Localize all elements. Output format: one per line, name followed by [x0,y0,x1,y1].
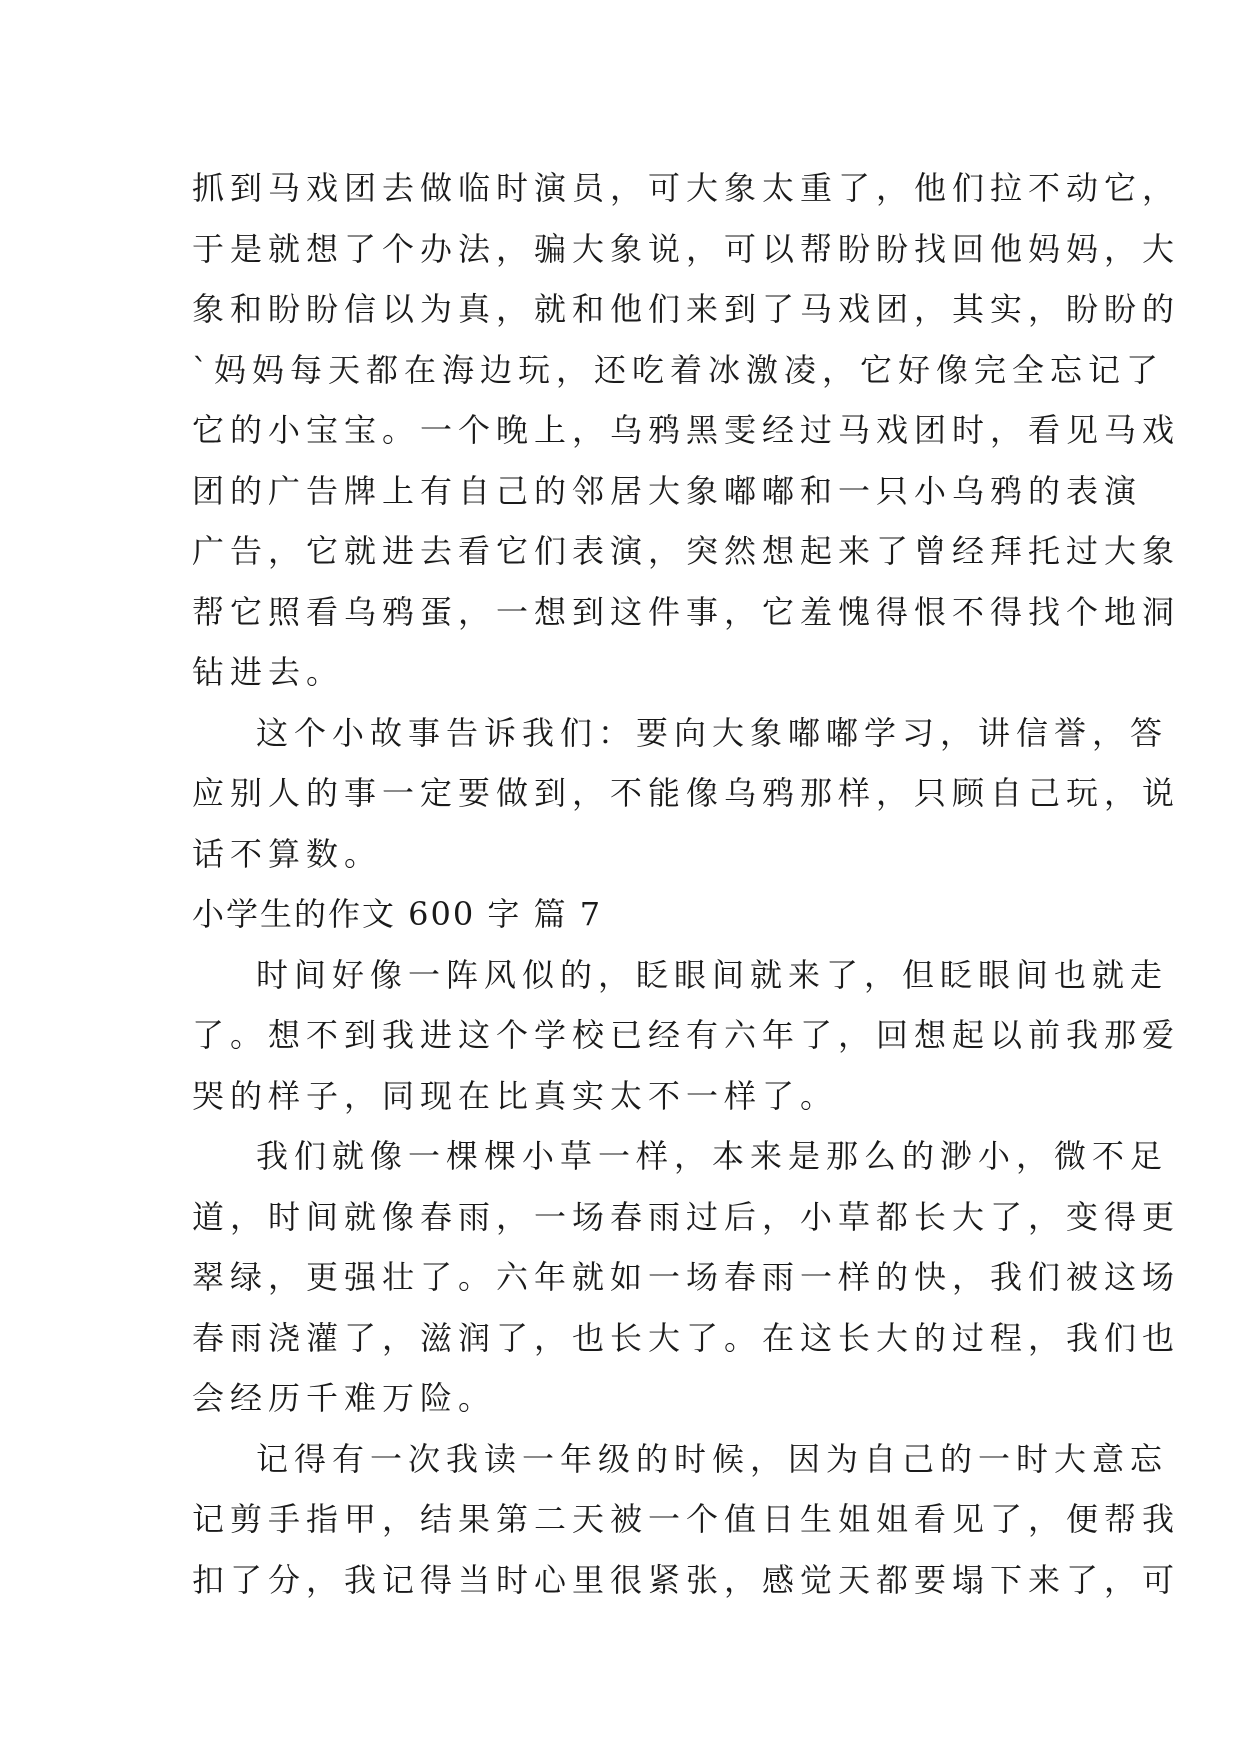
section-heading: 小学生的作文 600 字 篇 7 [192,895,603,933]
text-line: 于是就想了个办法，骗大象说，可以帮盼盼找回他妈妈，大 [192,229,1181,268]
text-line: 了。想不到我进这个学校已经有六年了，回想起以前我那爱 [192,1016,1181,1054]
text-line: 春雨浇灌了，滋润了，也长大了。在这长大的过程，我们也 [192,1318,1181,1357]
text-line: 记得有一次我读一年级的时候，因为自己的一时大意忘 [256,1439,1169,1478]
text-line: 这个小故事告诉我们：要向大象嘟嘟学习，讲信誉，答 [256,713,1169,752]
text-line: 会经历千难万险。 [192,1379,497,1417]
text-line: 时间好像一阵风似的，眨眼间就来了，但眨眼间也就走 [256,955,1169,994]
text-line: 钻进去。 [192,653,345,691]
text-line: 它的小宝宝。一个晚上，乌鸦黑雯经过马戏团时，看见马戏 [192,411,1181,449]
text-line: 话不算数。 [192,834,383,873]
text-line: 道，时间就像春雨，一场春雨过后，小草都长大了，变得更 [192,1197,1181,1236]
document-page [192,158,1181,1610]
text-line: 翠绿，更强壮了。六年就如一场春雨一样的快，我们被这场 [192,1258,1181,1296]
text-line: 记剪手指甲，结果第二天被一个值日生姐姐看见了，便帮我 [192,1500,1181,1538]
text-line: `妈妈每天都在海边玩，还吃着冰激凌，它好像完全忘记了 [192,350,1165,389]
text-line: 象和盼盼信以为真，就和他们来到了马戏团，其实，盼盼的 [192,290,1181,328]
text-line: 抓到马戏团去做临时演员，可大象太重了，他们拉不动它， [192,169,1181,207]
text-line: 扣了分，我记得当时心里很紧张，感觉天都要塌下来了，可 [192,1560,1181,1599]
text-line: 我们就像一棵棵小草一样，本来是那么的渺小，微不足 [256,1137,1169,1175]
text-line: 哭的样子，同现在比真实太不一样了。 [192,1076,839,1115]
text-line: 帮它照看乌鸦蛋，一想到这件事，它羞愧得恨不得找个地洞 [192,592,1181,631]
text-line: 团的广告牌上有自己的邻居大象嘟嘟和一只小乌鸦的表演 [192,471,1143,510]
text-line: 广告，它就进去看它们表演，突然想起来了曾经拜托过大象 [192,532,1181,570]
text-line: 应别人的事一定要做到，不能像乌鸦那样，只顾自己玩，说 [192,774,1181,812]
